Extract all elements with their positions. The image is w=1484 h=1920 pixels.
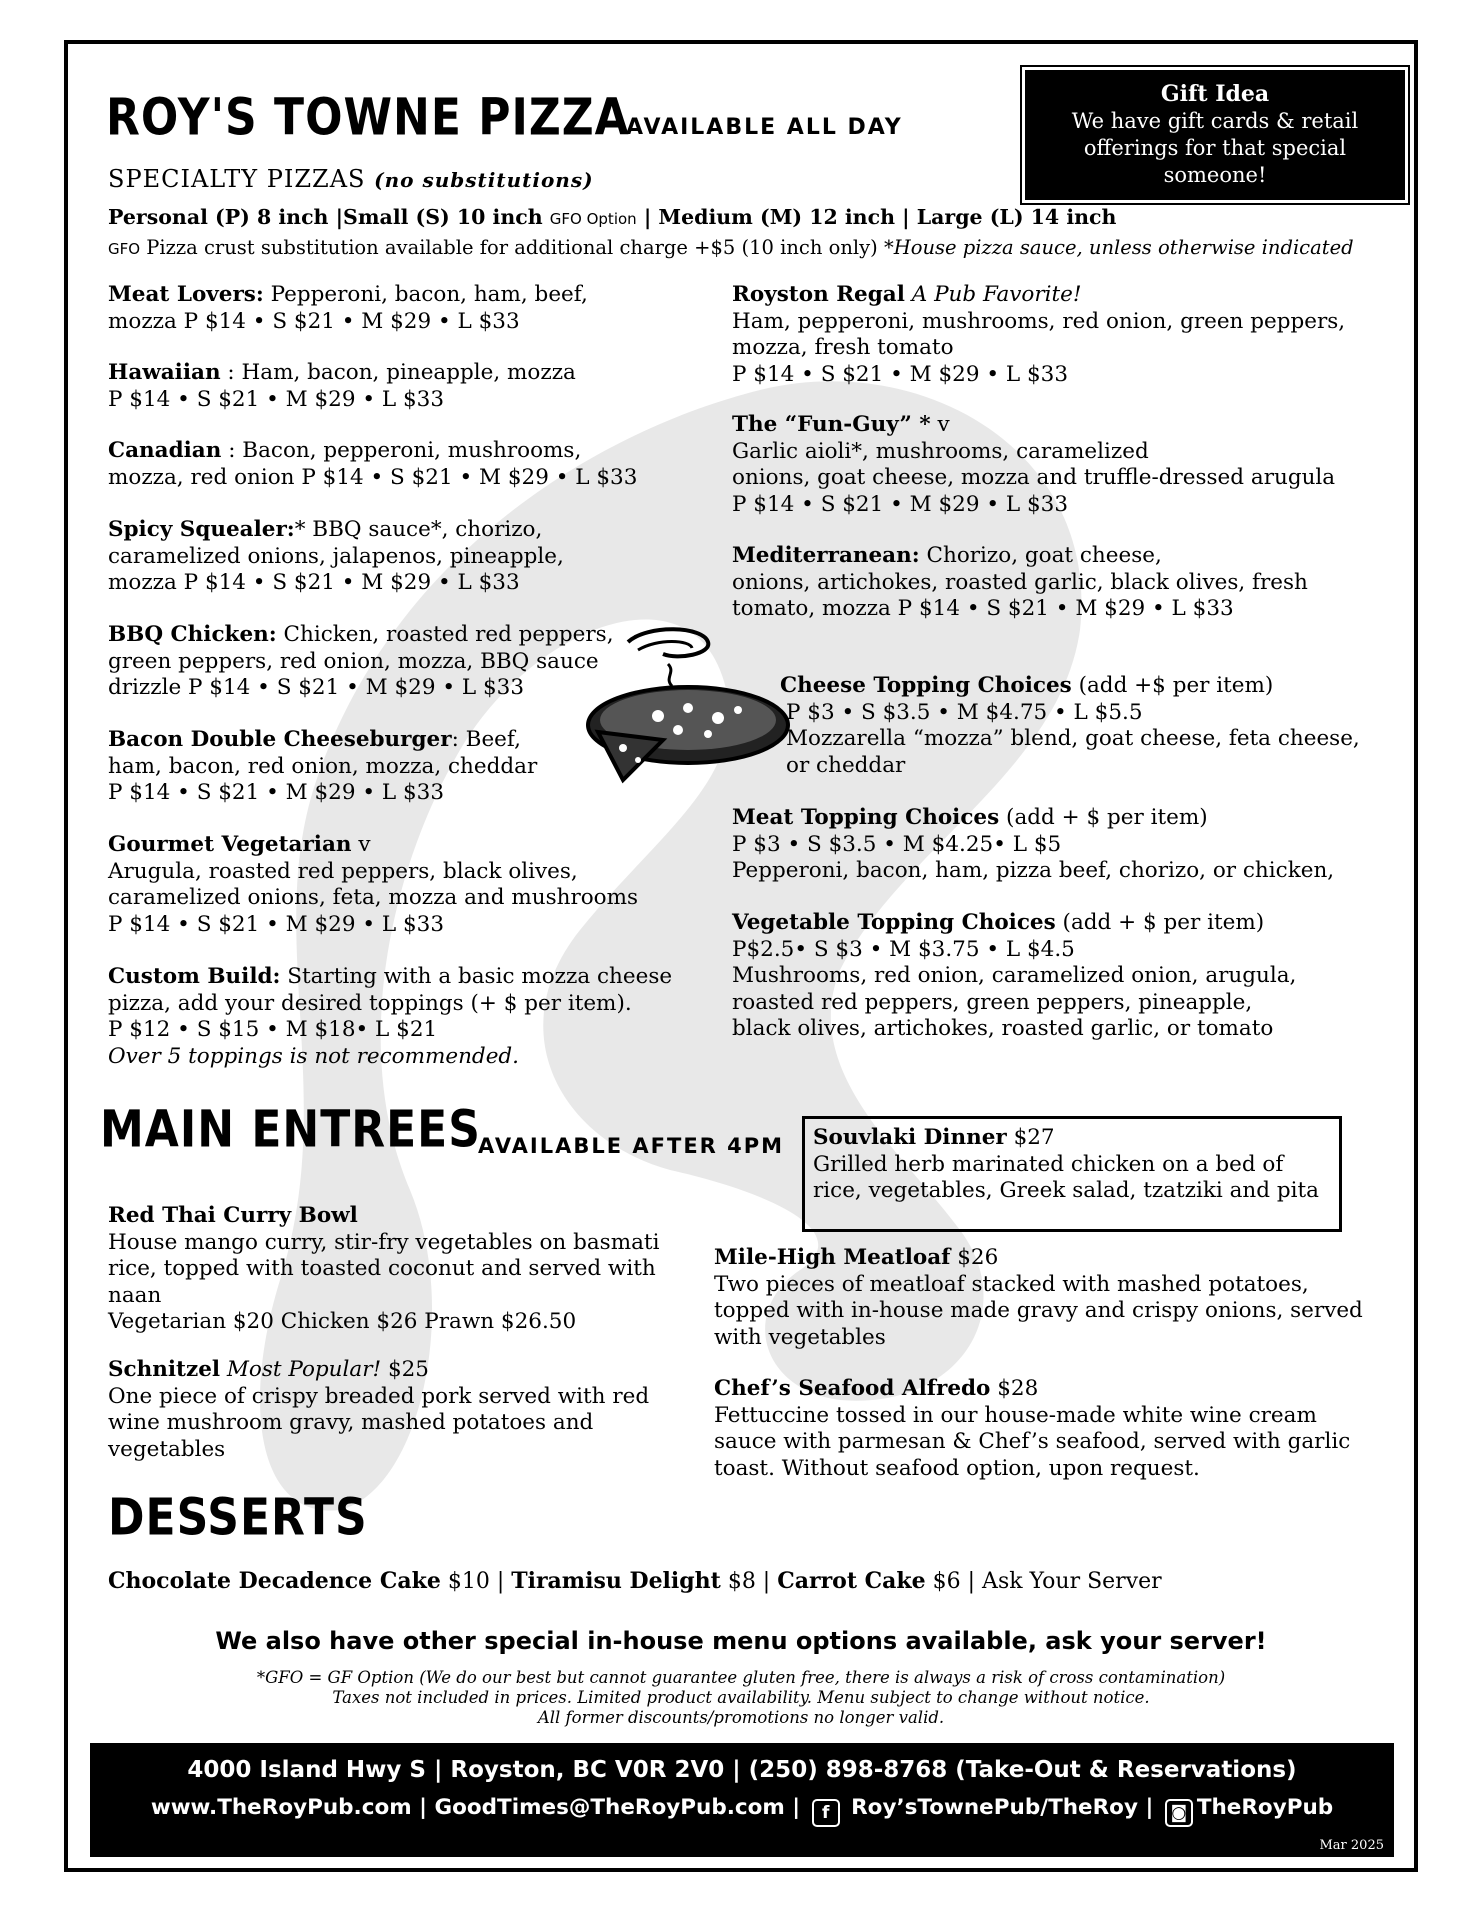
pizza-hawaiian: Hawaiian : Ham, bacon, pineapple, mozza P $14 • S $21 • M $29 • L $33 <box>108 360 576 412</box>
entree-schnitzel: Schnitzel Most Popular! $25 One piece of crispy breaded pork served with red wine mushroom gravy, mashed potatoes and vegetables <box>108 1357 650 1462</box>
availability-after-4pm: AVAILABLE AFTER 4PM <box>478 1134 785 1158</box>
souvlaki-dinner-box: Souvlaki Dinner $27 Grilled herb marinated chicken on a bed of rice, vegetables, Greek salad, tzatziki and pita <box>802 1116 1342 1232</box>
entree-red-thai-curry-bowl: Red Thai Curry Bowl House mango curry, stir-fry vegetables on basmati rice, topped with toasted coconut and served with naan Vegetarian $20 Chicken $26 Prawn $26.50 <box>108 1203 660 1334</box>
pizza-bacon-double-cheeseburger: Bacon Double Cheeseburger: Beef, ham, bacon, red onion, mozza, cheddar P $14 • S $21 • M $29 • L $33 <box>108 727 538 805</box>
instagram-icon: ◙ <box>1165 1799 1193 1827</box>
pizza-mediterranean: Mediterranean: Chorizo, goat cheese, onions, artichokes, roasted garlic, black olives, fresh tomato, mozza P $14 • S $21 • M $29 • L $33 <box>732 543 1308 621</box>
gift-idea-box: Gift Idea We have gift cards & retail offerings for that special someone! <box>1025 70 1405 200</box>
meat-topping-choices: Meat Topping Choices (add + $ per item) P $3 • S $3.5 • M $4.25• L $5 Pepperoni, bacon, ham, pizza beef, chorizo, or chicken, <box>732 805 1335 883</box>
pizza-illustration <box>568 620 796 785</box>
gfo-line: GFO Pizza crust substitution available for additional charge +$5 (10 inch only) *House pizza sauce, unless otherwise indicated <box>108 236 1354 259</box>
pizza-royston-regal: Royston Regal A Pub Favorite! Ham, pepperoni, mushrooms, red onion, green peppers, mozza, fresh tomato P $14 • S $21 • M $29 • L $33 <box>732 282 1346 387</box>
availability-all-day: AVAILABLE ALL DAY <box>626 115 903 140</box>
menu-date: Mar 2025 <box>1319 1838 1384 1853</box>
facebook-handle[interactable]: Roy’sTownePub/TheRoy | <box>843 1795 1154 1820</box>
pizza-meat-lovers: Meat Lovers: Pepperoni, bacon, ham, beef, mozza P $14 • S $21 • M $29 • L $33 <box>108 282 588 334</box>
entree-mile-high-meatloaf: Mile-High Meatloaf $26 Two pieces of meatloaf stacked with mashed potatoes, topped with in-house made gravy and crispy onions, served with vegetables <box>714 1245 1363 1350</box>
entree-chefs-seafood-alfredo: Chef’s Seafood Alfredo $28 Fettuccine tossed in our house-made white wine cream sauce with parmesan & Chef’s seafood, served with garlic toast. Without seafood option, upon request. <box>714 1376 1351 1481</box>
address-line: 4000 Island Hwy S | Royston, BC V0R 2V0 | (250) 898-8768 (Take-Out & Reservations) <box>187 1757 1297 1783</box>
vegetable-topping-choices: Vegetable Topping Choices (add + $ per item) P$2.5• S $3 • M $3.75 • L $4.5 Mushrooms, red onion, caramelized onion, arugula, roasted red peppers, green peppers, pineapple, black olives, artichokes, roasted garlic, or tomato <box>732 910 1297 1041</box>
restaurant-title: ROY'S TOWNE PIZZA <box>106 88 630 147</box>
cheese-topping-choices: Cheese Topping Choices (add +$ per item) P $3 • S $3.5 • M $4.75 • L $5.5 Mozzarella “mozza” blend, goat cheese, feta cheese, or cheddar <box>780 673 1360 778</box>
desserts-line: Chocolate Decadence Cake $10 | Tiramisu Delight $8 | Carrot Cake $6 | Ask Your Server <box>108 1568 1162 1594</box>
instagram-handle[interactable]: TheRoyPub <box>1196 1795 1334 1820</box>
pizza-fun-guy: The “Fun-Guy” * v Garlic aioli*, mushrooms, caramelized onions, goat cheese, mozza and truffle-dressed arugula P $14 • S $21 • M $29 • L $33 <box>732 412 1336 517</box>
pizza-bbq-chicken: BBQ Chicken: Chicken, roasted red peppers, green peppers, red onion, mozza, BBQ sauce drizzle P $14 • S $21 • M $29 • L $33 <box>108 622 614 700</box>
facebook-icon: f <box>812 1799 840 1827</box>
contact-footer <box>90 1743 1394 1857</box>
special-options-note: We also have other special in-house menu options available, ask your server! <box>215 1627 1267 1655</box>
web-social-line <box>90 1795 1394 1827</box>
specialty-pizzas-heading: SPECIALTY PIZZAS (no substitutions) <box>108 165 594 193</box>
pizza-spicy-squealer: Spicy Squealer:* BBQ sauce*, chorizo, caramelized onions, jalapenos, pineapple, mozza P $14 • S $21 • M $29 • L $33 <box>108 517 564 595</box>
disclaimer-notes: *GFO = GF Option (We do our best but cannot guarantee gluten free, there is always a risk of cross contamination) Taxes not included in prices. Limited product availability. Menu subject to change without notice. All former discounts/promotions no longer valid. <box>256 1668 1226 1727</box>
size-line: Personal (P) 8 inch |Small (S) 10 inch GFO Option | Medium (M) 12 inch | Large (L) 14 inch <box>108 205 1117 229</box>
pizza-canadian: Canadian : Bacon, pepperoni, mushrooms, mozza, red onion P $14 • S $21 • M $29 • L $33 <box>108 438 638 490</box>
desserts-heading: DESSERTS <box>108 1488 368 1547</box>
website-email[interactable]: www.TheRoyPub.com | GoodTimes@TheRoyPub.com | <box>150 1795 801 1820</box>
pizza-custom-build: Custom Build: Starting with a basic mozza cheese pizza, add your desired toppings (+ $ per item). P $12 • S $15 • M $18• L $21 Over 5 toppings is not recommended. <box>108 964 673 1069</box>
pizza-gourmet-vegetarian: Gourmet Vegetarian v Arugula, roasted red peppers, black olives, caramelized onions, feta, mozza and mushrooms P $14 • S $21 • M $29 • L $33 <box>108 832 639 937</box>
main-entrees-heading: MAIN ENTREES <box>100 1100 481 1159</box>
